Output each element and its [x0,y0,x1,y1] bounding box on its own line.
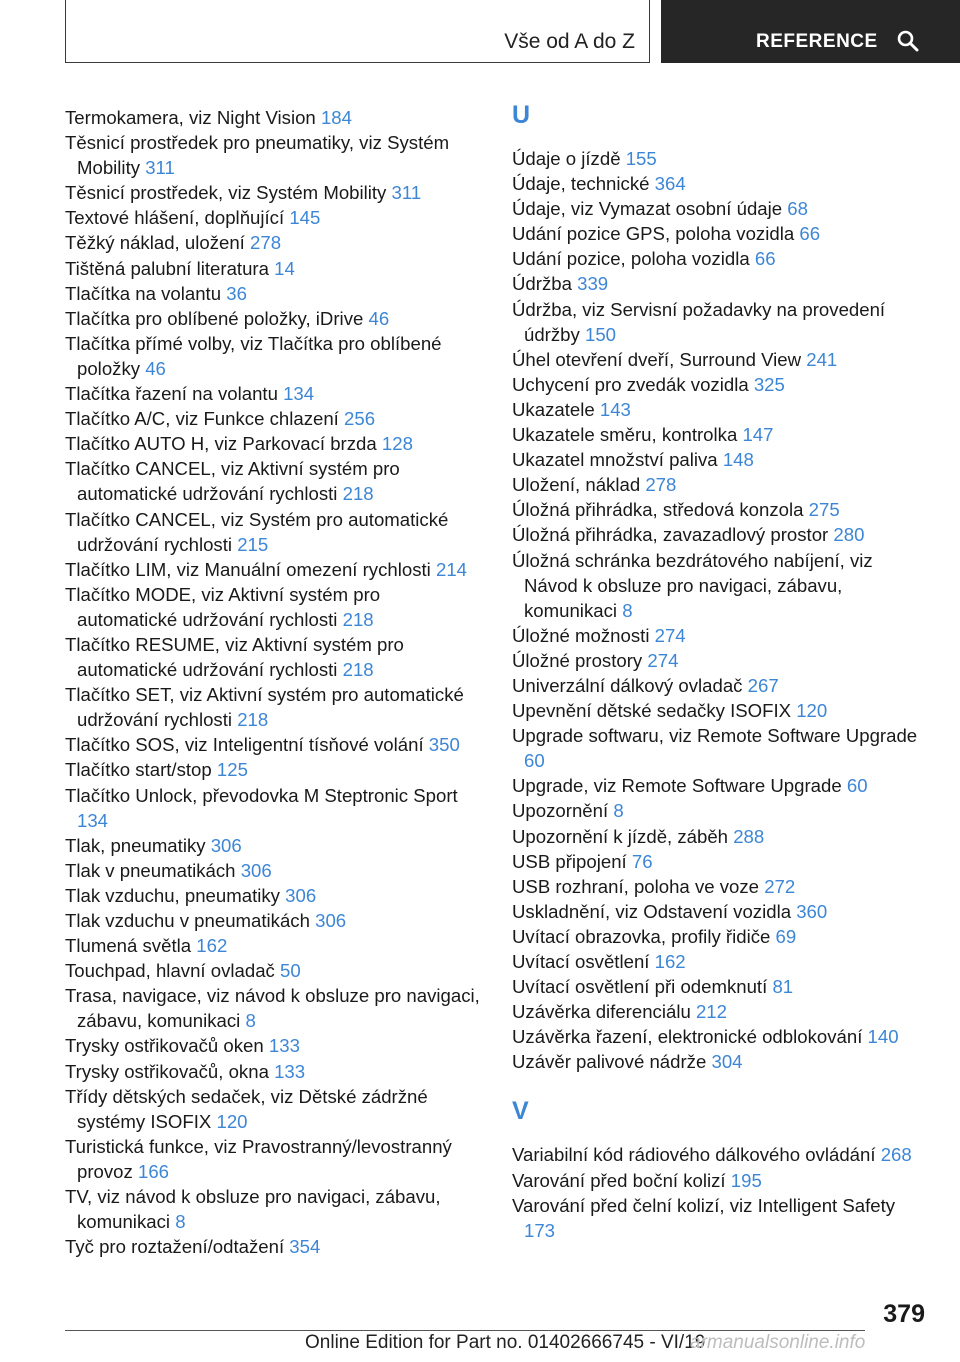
index-entry-text: Ukazatel množství paliva [512,449,718,471]
page-link[interactable]: 267 [747,674,779,696]
index-entry-text: Úložné prostory [512,649,643,671]
page-link[interactable]: 50 [280,960,301,982]
page-link[interactable]: 212 [695,1001,727,1023]
index-entry-text: Tlačítko SET, viz Aktivní systém pro automatické udržování rychlosti [65,684,464,731]
index-entry [65,1134,483,1184]
index-list-u [512,146,930,1074]
index-entry-text: USB připojení [512,850,627,872]
index-entry-text: Údržba [512,273,572,295]
index-entry [65,431,483,456]
index-entry-text: Úložná přihrádka, zavazadlový prostor [512,524,829,546]
index-entry [65,331,483,381]
page-link[interactable]: 120 [796,700,828,722]
page-link[interactable]: 350 [428,734,460,756]
page-link[interactable]: 280 [833,524,865,546]
index-entry [65,958,483,983]
index-entry-text: Uzávěrka řazení, elektronické odblokování [512,1026,863,1048]
page-link[interactable]: 268 [880,1144,912,1166]
index-column-left [65,105,483,1259]
index-letter-v: V [512,1097,529,1126]
index-entry [65,1184,483,1234]
index-entry-text: Těžký náklad, uložení [65,232,245,254]
index-entry [512,271,930,296]
index-entry-text: Tlačítko CANCEL, viz Systém pro automatické udržování rychlosti [65,508,449,555]
page-link[interactable]: 8 [613,800,624,822]
index-entry-text: Údaje o jízdě [512,148,621,169]
page-link[interactable]: 14 [274,257,295,279]
index-entry [65,1084,483,1134]
page-link[interactable]: 214 [435,558,468,580]
page-link[interactable]: 274 [654,624,686,646]
index-entry [512,171,930,196]
index-entry-text: Úložné možnosti [512,624,650,646]
page-link[interactable]: 150 [584,323,617,345]
page-link[interactable]: 60 [524,750,545,772]
page-link[interactable]: 8 [622,599,633,621]
page-link[interactable]: 134 [77,809,109,831]
index-entry [512,1049,930,1074]
page-link[interactable]: 133 [268,1035,300,1057]
page-link[interactable]: 162 [196,935,228,957]
index-entry [512,548,930,623]
page-link[interactable]: 8 [245,1010,256,1032]
page-link[interactable]: 81 [772,976,794,998]
page-link[interactable]: 306 [240,859,272,881]
page-link[interactable]: 162 [654,951,686,972]
index-entry [512,648,930,673]
index-entry [512,874,930,899]
index-entry [65,507,483,557]
index-entry [65,732,483,757]
index-entry [65,1033,483,1058]
index-entry [65,557,483,582]
index-entry [512,798,930,823]
index-entry [65,682,483,732]
section-title: Vše od A do Z [504,30,635,53]
page-link[interactable]: 360 [796,900,828,922]
page-link[interactable]: 46 [368,307,390,329]
index-entry [512,623,930,648]
index-entry [512,899,930,924]
watermark: armanualsonline.info [690,1332,866,1353]
index-entry-text: Uchycení pro zvedák vozidla [512,373,749,395]
index-entry-text: Varování před čelní kolizí, viz Intelligent Safety [512,1194,896,1216]
index-entry [65,180,483,205]
page-link[interactable]: 155 [625,148,657,169]
page-link[interactable]: 306 [285,884,317,906]
index-entry-text: Tlumená světla [65,935,192,957]
index-entry [65,833,483,858]
index-entry [65,908,483,933]
page-link[interactable]: 184 [320,107,352,128]
search-icon[interactable] [897,30,919,52]
index-entry-text: Údaje, viz Vymazat osobní údaje [512,198,783,220]
index-entry-text: Upozornění [512,800,609,822]
index-entry-text: Tyč pro roztažení/odtažení [65,1236,285,1258]
index-entry-text: Uzávěr palivové nádrže [512,1051,707,1073]
index-entry [65,1234,483,1259]
index-entry-text: Tlačítko CANCEL, viz Aktivní systém pro automatické udržování rychlosti [65,458,400,505]
page-link[interactable]: 36 [226,282,247,304]
index-entry-text: Úhel otevření dveří, Surround View [512,348,802,370]
index-entry-text: Upgrade, viz Remote Software Upgrade [512,775,842,797]
index-entry [512,974,930,999]
page-link[interactable]: 218 [237,709,269,731]
index-entry-text: Touchpad, hlavní ovladač [65,960,275,982]
index-entry-text: Udání pozice, poloha vozidla [512,248,750,270]
page-link[interactable]: 68 [787,198,808,220]
page-link[interactable]: 339 [577,273,609,295]
index-entry [65,281,483,306]
index-entry [512,472,930,497]
page-link[interactable]: 278 [250,232,282,254]
index-entry [65,933,483,958]
index-entry-text: Trysky ostřikovačů, okna [65,1060,269,1082]
index-entry-text: Těsnicí prostředek pro pneumatiky, viz Systém Mobility [65,132,450,179]
index-entry [512,1168,930,1193]
index-entry-text: Textové hlášení, doplňující [65,207,285,229]
index-entry [65,983,483,1033]
page-link[interactable]: 147 [742,424,774,446]
page-link[interactable]: 274 [647,649,679,671]
index-entry-text: Trasa, navigace, viz návod k obsluze pro navigaci, zábavu, komunikaci [65,985,480,1032]
index-entry [512,522,930,547]
index-entry [65,205,483,230]
index-entry-text: Tlačítka na volantu [65,282,222,304]
index-entry [512,1193,930,1243]
page-link[interactable]: 218 [342,483,374,505]
page-link[interactable]: 195 [730,1169,762,1191]
page-link[interactable]: 304 [711,1051,743,1073]
index-entry [65,256,483,281]
index-entry-text: Těsnicí prostředek, viz Systém Mobility [65,182,387,204]
index-entry-text: Variabilní kód rádiového dálkového ovládání [512,1144,876,1166]
index-list-v [512,1142,930,1242]
page-link[interactable]: 8 [175,1211,186,1233]
index-entry [512,824,930,849]
index-entry-text: Tlačítko MODE, viz Aktivní systém pro automatické udržování rychlosti [65,583,381,630]
reference-tab[interactable] [661,0,960,63]
index-entry [512,698,930,723]
index-entry [512,447,930,472]
index-entry [65,456,483,506]
index-entry-text: Univerzální dálkový ovladač [512,674,743,696]
page-link[interactable]: 218 [342,659,374,681]
index-entry [65,230,483,255]
page-link[interactable]: 125 [216,759,248,781]
page-link[interactable]: 66 [799,223,821,245]
index-entry-text: Upgrade softwaru, viz Remote Software Upgrade [512,725,918,747]
index-entry-text: Uvítací osvětlení při odemknutí [512,976,768,998]
index-entry-text: Tištěná palubní literatura [65,257,269,279]
index-entry-text: Údržba, viz Servisní požadavky na provedení údržby [512,298,886,345]
page-link[interactable]: 173 [524,1219,556,1241]
index-entry [65,381,483,406]
index-entry-text: Tlačítko Unlock, převodovka M Steptronic Sport [65,784,458,806]
index-entry [512,1142,930,1167]
page-link[interactable]: 133 [274,1060,306,1082]
index-entry-text: Úložná přihrádka, středová konzola [512,499,804,521]
index-entry-text: Uzávěrka diferenciálu [512,1001,691,1023]
page-link[interactable]: 140 [867,1026,899,1048]
index-letter-u: U [512,101,531,129]
index-entry [65,632,483,682]
index-entry-text: Úložná schránka bezdrátového nabíjení, viz Návod k obsluze pro navigaci, zábavu, komunikaci [512,549,873,621]
index-entry-text: Uložení, náklad [512,474,641,496]
page-link[interactable]: 241 [806,348,838,370]
page-link[interactable]: 69 [775,925,797,947]
reference-tab-label: REFERENCE [756,31,878,52]
index-entry [65,130,483,180]
page-link[interactable]: 272 [764,875,796,897]
page-link[interactable]: 145 [289,207,321,229]
index-entry-text: Uvítací obrazovka, profily řidiče [512,925,771,947]
index-entry [65,582,483,632]
index-entry-text: Tlačítko AUTO H, viz Parkovací brzda [65,433,377,455]
page-link[interactable]: 46 [145,357,166,379]
index-entry-text: Tlačítko A/C, viz Funkce chlazení [65,408,339,430]
index-entry [512,999,930,1024]
index-entry-text: USB rozhraní, poloha ve voze [512,875,760,897]
page-link[interactable]: 288 [733,825,765,847]
index-entry [65,105,483,130]
index-entry [512,924,930,949]
index-entry [65,783,483,833]
page-link[interactable]: 143 [599,398,631,420]
index-entry [65,883,483,908]
index-entry [512,773,930,798]
index-entry-text: Termokamera, viz Night Vision [65,107,316,128]
page-link[interactable]: 311 [391,182,422,204]
page-link[interactable]: 306 [210,834,242,856]
page-link[interactable]: 215 [237,533,269,555]
page-link[interactable]: 166 [137,1160,170,1182]
page-link[interactable]: 275 [808,499,840,521]
index-entry [65,406,483,431]
index-entry-text: Tlačítko LIM, viz Manuální omezení rychlosti [65,558,431,580]
index-entry-text: Tlačítka přímé volby, viz Tlačítka pro oblíbené položky [65,332,442,379]
index-entry-text: Trysky ostřikovačů oken [65,1035,264,1057]
footer-divider [65,1330,865,1331]
index-entry-text: Turistická funkce, viz Pravostranný/levostranný provoz [65,1135,452,1182]
page-link[interactable]: 306 [315,910,347,931]
index-entry [512,372,930,397]
page-link[interactable]: 148 [722,449,754,471]
page-link[interactable]: 66 [754,248,776,270]
index-entry [512,221,930,246]
index-entry [65,858,483,883]
index-entry-text: Tlačítka řazení na volantu [65,383,278,405]
index-entry-text: Uvítací osvětlení [512,951,650,972]
index-entry [512,297,930,347]
page-link[interactable]: 325 [753,373,785,395]
index-entry [512,246,930,271]
edition-note: Online Edition for Part no. 01402666745 - VI/19 [305,1332,706,1353]
index-entry [512,673,930,698]
index-entry-text: Varování před boční kolizí [512,1169,726,1191]
index-entry [512,196,930,221]
page-link[interactable]: 218 [342,608,374,630]
page-link[interactable]: 134 [283,383,315,405]
index-entry-text: Uskladnění, viz Odstavení vozidla [512,900,792,922]
page-link[interactable]: 354 [289,1236,321,1258]
page-link[interactable]: 278 [645,474,677,496]
index-entry-text: Ukazatele [512,398,595,420]
index-entry [512,146,930,171]
index-entry-text: Tlak, pneumatiky [65,834,206,856]
index-entry-text: Tlak vzduchu v pneumatikách [65,910,310,931]
page-number: 379 [883,1300,925,1328]
index-entry [65,1059,483,1084]
index-entry-text: Údaje, technické [512,173,650,195]
header-section-frame [65,0,650,63]
page-link[interactable]: 256 [344,408,376,430]
index-entry-text: TV, viz návod k obsluze pro navigaci, zábavu, komunikaci [65,1186,441,1233]
index-entry [512,723,930,773]
index-entry [512,949,930,974]
index-entry [512,422,930,447]
index-entry-text: Tlak vzduchu, pneumatiky [65,884,280,906]
index-entry-text: Tlačítko start/stop [65,759,212,781]
page-link[interactable]: 120 [216,1110,248,1132]
page-link[interactable]: 128 [381,433,413,455]
page-link[interactable]: 311 [145,157,175,179]
index-entry-text: Tlačítko RESUME, viz Aktivní systém pro automatické udržování rychlosti [65,633,404,681]
index-entry [65,306,483,331]
index-entry-text: Tlačítko SOS, viz Inteligentní tísňové volání [65,734,424,756]
index-entry-text: Třídy dětských sedaček, viz Dětské zádržné systémy ISOFIX [65,1085,428,1132]
index-entry-text: Upevnění dětské sedačky ISOFIX [512,700,792,722]
page-link[interactable]: 60 [846,775,868,797]
index-entry [65,757,483,782]
index-entry [512,347,930,372]
index-entry [512,397,930,422]
index-entry-text: Tlačítka pro oblíbené položky, iDrive [65,307,364,329]
index-entry-text: Udání pozice GPS, poloha vozidla [512,223,795,245]
index-entry-text: Tlak v pneumatikách [65,859,236,881]
index-entry [512,849,930,874]
index-entry-text: Ukazatele směru, kontrolka [512,424,738,446]
index-entry [512,1024,930,1049]
page-link[interactable]: 364 [654,173,686,195]
page-link[interactable]: 76 [631,850,653,872]
index-entry [512,497,930,522]
index-column-right [512,100,930,1243]
index-entry-text: Upozornění k jízdě, záběh [512,825,729,847]
